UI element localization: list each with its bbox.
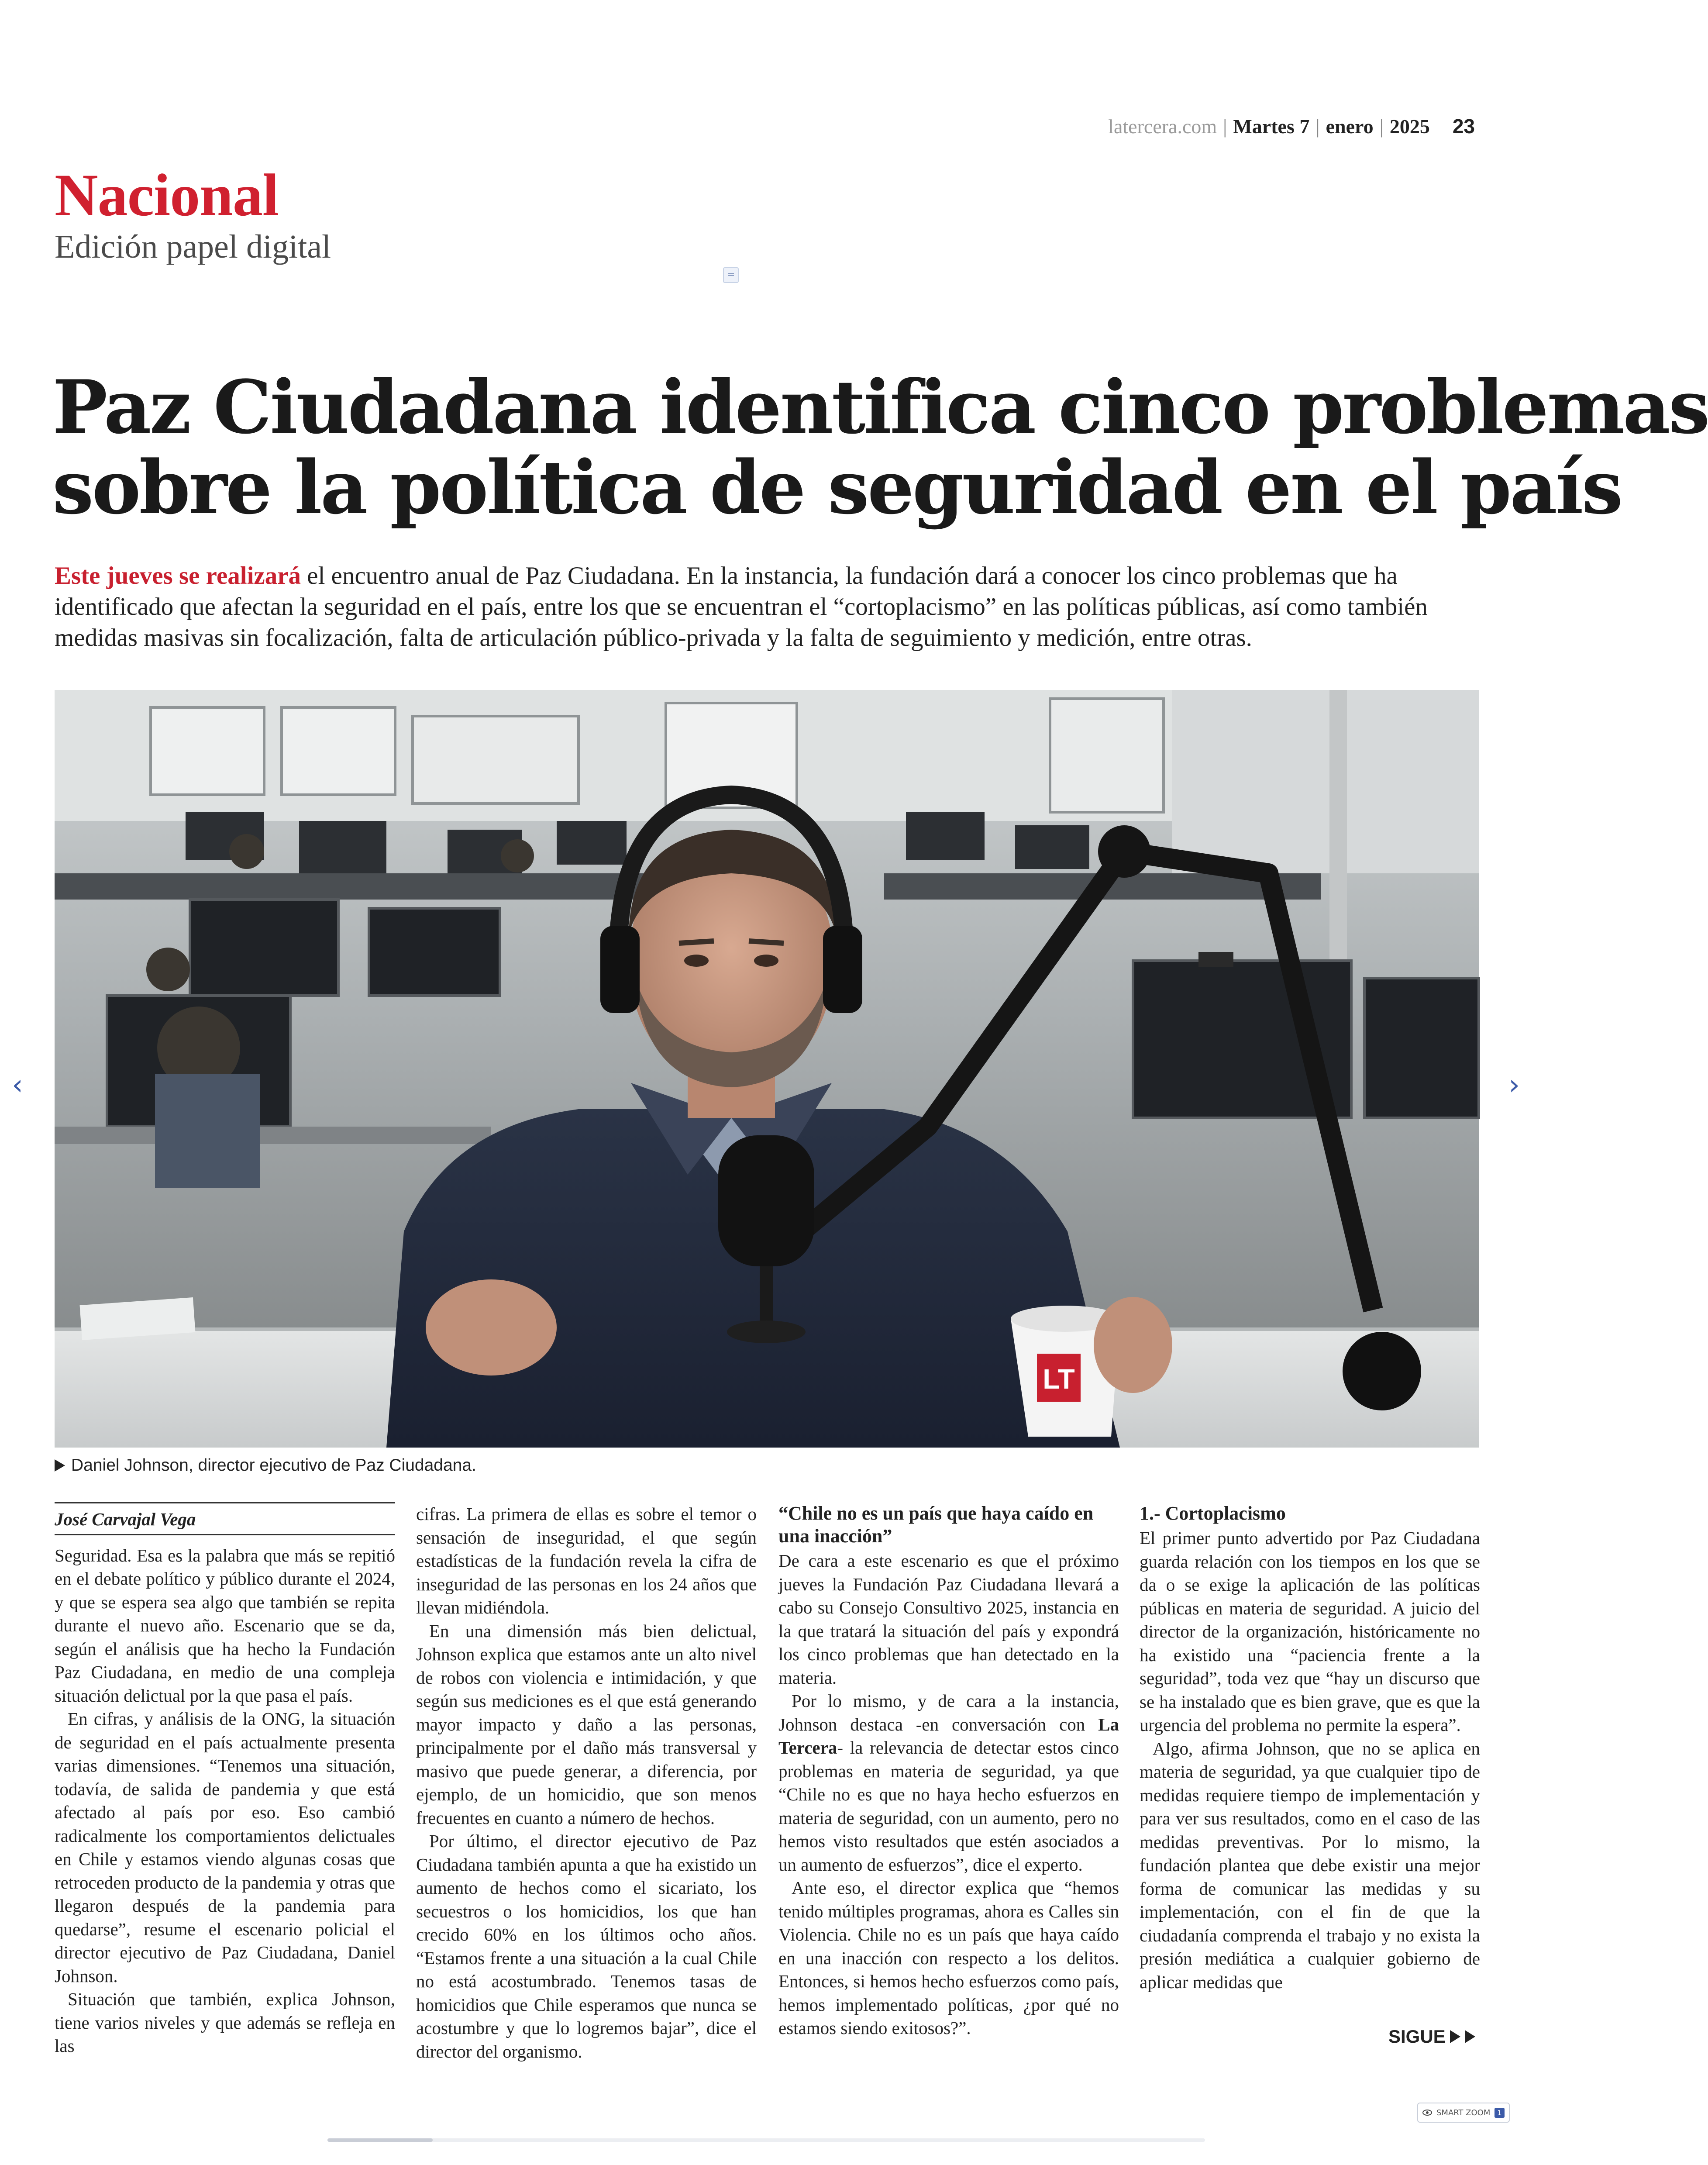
subheading: “Chile no es un país que haya caído en una inacción” bbox=[778, 1503, 1094, 1547]
headline bbox=[52, 364, 1708, 531]
continue-label: SIGUE bbox=[1388, 2026, 1446, 2047]
headline-line: Paz Ciudadana identifica cinco problemas bbox=[52, 364, 1708, 450]
dateline-separator: | bbox=[1379, 115, 1384, 138]
site-name: latercera.com bbox=[1108, 115, 1217, 138]
author-byline: José Carvajal Vega bbox=[55, 1502, 395, 1535]
lead-kicker: Este jueves se realizará bbox=[55, 562, 301, 590]
paragraph: Por último, el director ejecutivo de Paz Ciudadana también apunta a que ha existido un aumento de hechos como el sicariato, los secuestros o los homicidios, los que han crecido 60% en los últimos ocho años. “Estamos frente a una situación a la cual Chile no está acostumbrado. Tenemos tasas de homicidios que Chile esperamos que nunca se acostumbre y que lo logremos bajar”, dice el director del organismo. bbox=[416, 1831, 757, 2062]
dateline bbox=[1108, 114, 1475, 138]
page-scrollbar[interactable] bbox=[327, 2138, 1205, 2142]
smart-zoom-badge: 1 bbox=[1494, 2108, 1504, 2118]
paragraph: El primer punto advertido por Paz Ciudadana guarda relación con los tiempos en los que se da o se exige la aplicación de las políticas públicas en materia de seguridad. A juicio del director de la organización, históricamente no ha existido una “paciencia frente a la seguridad”, toda vez que “hay un discurso que se ha instalado que es bien grave, que es que la urgencia del problema no permite la espera”. bbox=[1140, 1528, 1480, 1735]
article-photo bbox=[55, 690, 1479, 1448]
smart-zoom-label: SMART ZOOM bbox=[1436, 2108, 1491, 2117]
eye-icon bbox=[1422, 2110, 1432, 2116]
article-column-1 bbox=[55, 1502, 395, 2058]
paragraph: En una dimensión más bien delictual, Johnson explica que estamos ante un alto nivel de robos con violencia e intimidación, y que según sus mediciones es el que está generando mayor impacto y daño a las personas, principalmente por el daño más transversal y masivo que puede generar, a diferencia, por ejemplo, de un homicidio, que son menos frecuentes en cuanto a número de hechos. bbox=[416, 1620, 757, 1828]
dateline-separator: | bbox=[1315, 115, 1320, 138]
date-day: Martes 7 bbox=[1233, 115, 1310, 138]
smart-zoom-button[interactable] bbox=[1417, 2103, 1510, 2123]
double-arrow-icon bbox=[1450, 2030, 1460, 2043]
photo-caption bbox=[55, 1456, 476, 1475]
section-subtitle: Edición papel digital bbox=[55, 228, 331, 265]
date-year: 2025 bbox=[1389, 115, 1430, 138]
dateline-separator: | bbox=[1223, 115, 1227, 138]
paragraph: Situación que también, explica Johnson, tiene varios niveles y que además se refleja en las bbox=[55, 1989, 395, 2056]
double-arrow-icon bbox=[1465, 2030, 1475, 2043]
paragraph: De cara a este escenario es que el próximo jueves la Fundación Paz Ciudadana llevará a cabo su Consejo Consultivo 2025, instancia en la que tratará la situación del país y expondrá los cinco problemas que han detectado en la materia. bbox=[778, 1551, 1119, 1688]
scrollbar-thumb[interactable] bbox=[327, 2138, 433, 2142]
article-column-4 bbox=[1140, 1502, 1480, 1994]
paragraph: Seguridad. Esa es la palabra que más se repitió en el debate político y público durante el 2024, y que se espera sea algo que también se repita durante el nuevo año. Escenario que se da, según el análisis que ha hecho la Fundación Paz Ciudadana, en medio de una compleja situación delictual por la que pasa el país. bbox=[55, 1545, 395, 1706]
mug-logo: LT bbox=[1043, 1363, 1075, 1395]
date-month: enero bbox=[1326, 115, 1374, 138]
subheading: 1.- Cortoplacismo bbox=[1140, 1503, 1286, 1524]
headline-line: sobre la política de seguridad en el país bbox=[52, 444, 1622, 531]
paragraph bbox=[778, 1689, 1119, 1876]
paragraph-text: Por lo mismo, y de cara a la instancia, Johnson destaca -en conversación con bbox=[778, 1691, 1119, 1734]
page-number: 23 bbox=[1452, 115, 1475, 138]
article-column-2 bbox=[416, 1503, 757, 2063]
paragraph: En cifras, y análisis de la ONG, la situación de seguridad en el país actualmente presenta varias dimensiones. “Tenemos una situación, todavía, de salida de pandemia y que está afectado al país por eso. Eso cambió radicalmente los comportamientos delictuales en Chile y estamos viendo algunas cosas que retroceden producto de la pandemia y otras que llegaron después de la pandemia para quedarse”, resume el escenario policial el director ejecutivo de Paz Ciudadana, Daniel Johnson. bbox=[55, 1709, 395, 1986]
caption-text: Daniel Johnson, director ejecutivo de Paz Ciudadana. bbox=[71, 1456, 476, 1475]
paragraph: Algo, afirma Johnson, que no se aplica en materia de seguridad, ya que cualquier tipo de medidas requiere tiempo de implementación y para ver sus resultados, como en el caso de las medidas preventivas. Por lo mismo, la fundación plantea que debe existir una mejor forma de comunicar las medidas y su implementación, con el fin de que la ciudadanía comprenda el trabajo y no exista la presión mediática a cualquier gobierno de aplicar medidas que bbox=[1140, 1738, 1480, 1992]
article-column-3 bbox=[778, 1502, 1119, 2040]
previous-page-button[interactable] bbox=[4, 1065, 31, 1105]
next-page-button[interactable] bbox=[1501, 1065, 1527, 1105]
paragraph: cifras. La primera de ellas es sobre el temor o sensación de inseguridad, el que según estadísticas de la fundación revela la cifra de inseguridad de las personas en los 24 años que llevan midiéndola. bbox=[416, 1504, 757, 1617]
section-title: Nacional bbox=[55, 162, 279, 228]
paragraph: Ante eso, el director explica que “hemos tenido múltiples programas, ahora es Calles sin Violencia. Chile no es un país que haya caído en una inacción con respecto a los delitos. Entonces, si hemos hecho esfuerzos como país, hemos implementado políticas, ¿por qué no estamos siendo exitosos?”. bbox=[778, 1878, 1119, 2038]
lead-paragraph bbox=[55, 560, 1478, 653]
chevron-left-icon: ‹ bbox=[12, 1069, 23, 1101]
newsroom-photo-illustration bbox=[55, 690, 1479, 1448]
lead-text: el encuentro anual de Paz Ciudadana. En la instancia, la fundación dará a conocer los cinco problemas que ha identificado que afectan la seguridad en el país, entre los que se encuentran el “cortoplacismo” en las políticas públicas, así como también medidas masivas sin focalización, falta de articulación público-privada y la falta de seguimiento y medición, entre otras. bbox=[55, 562, 1428, 652]
chevron-right-icon: › bbox=[1508, 1069, 1520, 1101]
paragraph-text: - la relevancia de detectar estos cinco problemas en materia de seguridad, ya que “Chile no es que no haya hecho esfuerzos en materia de seguridad, con un aumento, pero no hemos visto resultados que estén asociados a un aumento de esfuerzos”, dice el experto. bbox=[778, 1738, 1119, 1875]
brand-name: La Tercera bbox=[778, 1714, 1119, 1758]
bookmark-icon[interactable] bbox=[723, 267, 739, 283]
caption-arrow-icon bbox=[55, 1459, 65, 1472]
continue-link[interactable] bbox=[1388, 2026, 1475, 2047]
